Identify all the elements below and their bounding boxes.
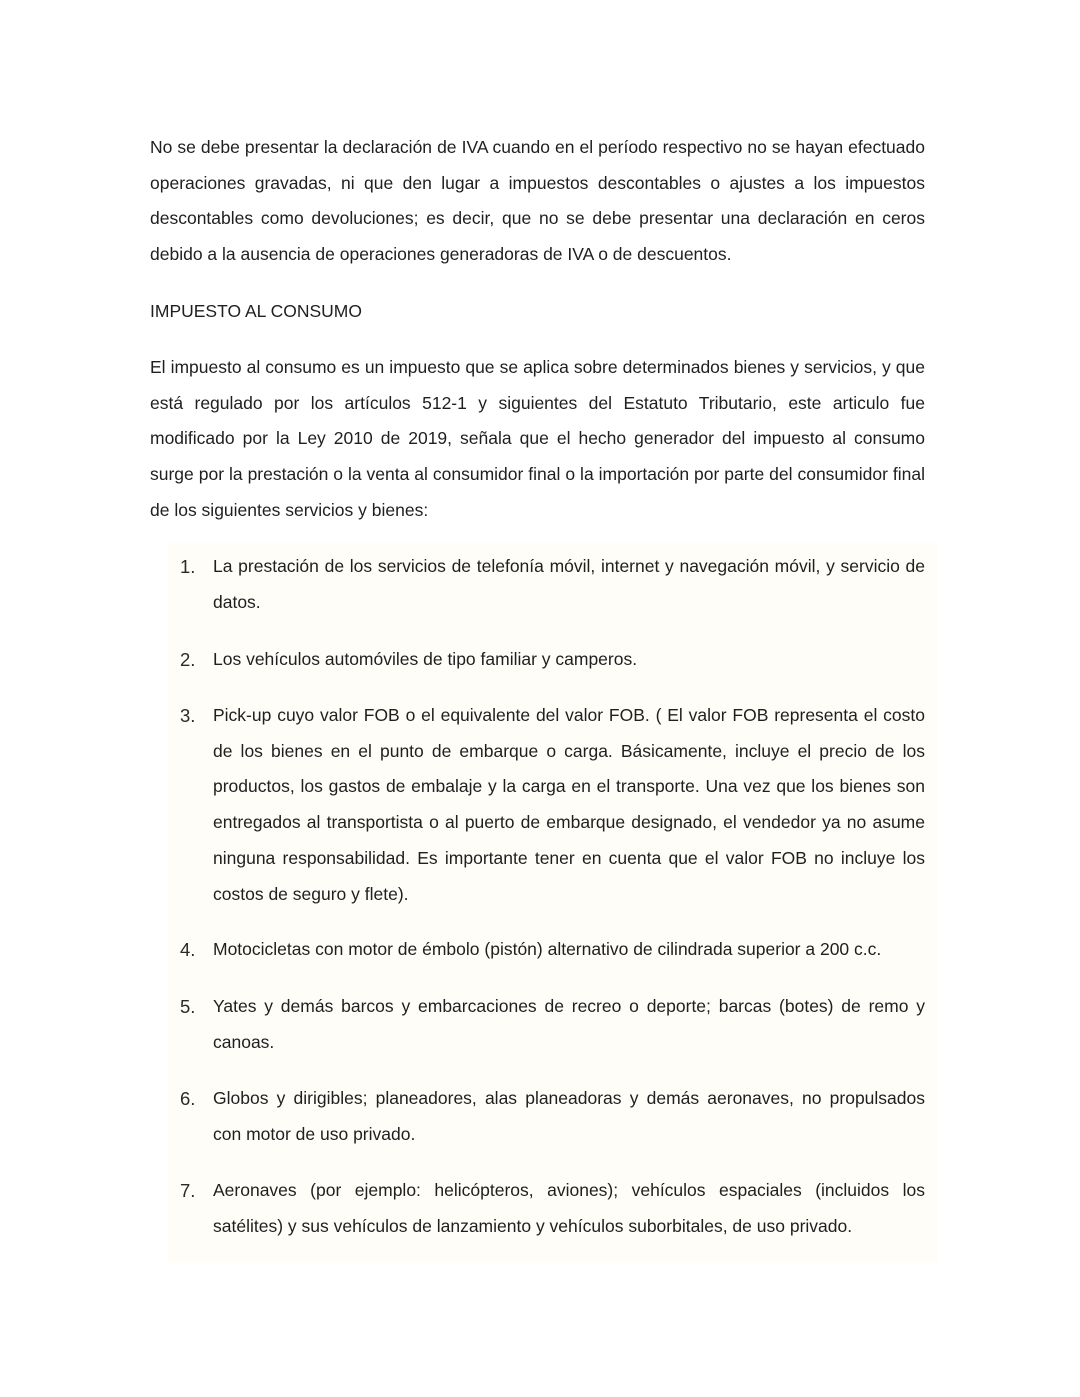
list-item-text: Globos y dirigibles; planeadores, alas planeadoras y demás aeronaves, no propulsados con motor de uso privado. [213, 1088, 925, 1144]
list-item [150, 642, 925, 678]
list-item [150, 932, 925, 968]
list-item [150, 549, 925, 620]
list-item [150, 1081, 925, 1152]
list-item-number: 5. [180, 996, 196, 1017]
list-item-text: Motocicletas con motor de émbolo (pistón) alternativo de cilindrada superior a 200 c.c. [213, 939, 882, 959]
list-item-number: 7. [180, 1180, 196, 1201]
list-item-text: Los vehículos automóviles de tipo familiar y camperos. [213, 649, 638, 669]
list-item [150, 1173, 925, 1244]
list-item-number: 2. [180, 649, 196, 670]
list-item-text: Pick-up cuyo valor FOB o el equivalente del valor FOB. ( El valor FOB representa el costo de los bienes en el punto de embarque o carga. Básicamente, incluye el precio de los productos, los gastos de embalaje y la carga en el transporte. Una vez que los bienes son entregados al transportista o al puerto de embarque designado, el vendedor ya no asume ninguna responsabilidad. Es importante tener en cuenta que el valor FOB no incluye los costos de seguro y flete). [213, 705, 925, 904]
section-heading: IMPUESTO AL CONSUMO [150, 301, 362, 321]
list-item-text: Aeronaves (por ejemplo: helicópteros, aviones); vehículos espaciales (incluidos los satélites) y sus vehículos de lanzamiento y vehículos suborbitales, de uso privado. [213, 1180, 925, 1236]
list-item-number: 3. [180, 705, 196, 726]
list-item-number: 1. [180, 556, 196, 577]
body-paragraph: El impuesto al consumo es un impuesto que se aplica sobre determinados bienes y servicios, y que está regulado por los artículos 512-1 y siguientes del Estatuto Tributario, este articulo fue modificado por la Ley 2010 de 2019, señala que el hecho generador del impuesto al consumo surge por la prestación o la venta al consumidor final o la importación por parte del consumidor final de los siguientes servicios y bienes: [150, 357, 925, 520]
list-item-number: 6. [180, 1088, 196, 1109]
list-item-text: Yates y demás barcos y embarcaciones de recreo o deporte; barcas (botes) de remo y canoas. [213, 996, 925, 1052]
intro-paragraph: No se debe presentar la declaración de IVA cuando en el período respectivo no se hayan efectuado operaciones gravadas, ni que den lugar a impuestos descontables o ajustes a los impuestos descontables como devoluciones; es decir, que no se debe presentar una declaración en ceros debido a la ausencia de operaciones generadoras de IVA o de descuentos. [150, 137, 925, 265]
list-item [150, 989, 925, 1060]
list-item [150, 698, 925, 912]
list-item-text: La prestación de los servicios de telefonía móvil, internet y navegación móvil, y servicio de datos. [213, 556, 925, 612]
list-item-number: 4. [180, 939, 196, 960]
